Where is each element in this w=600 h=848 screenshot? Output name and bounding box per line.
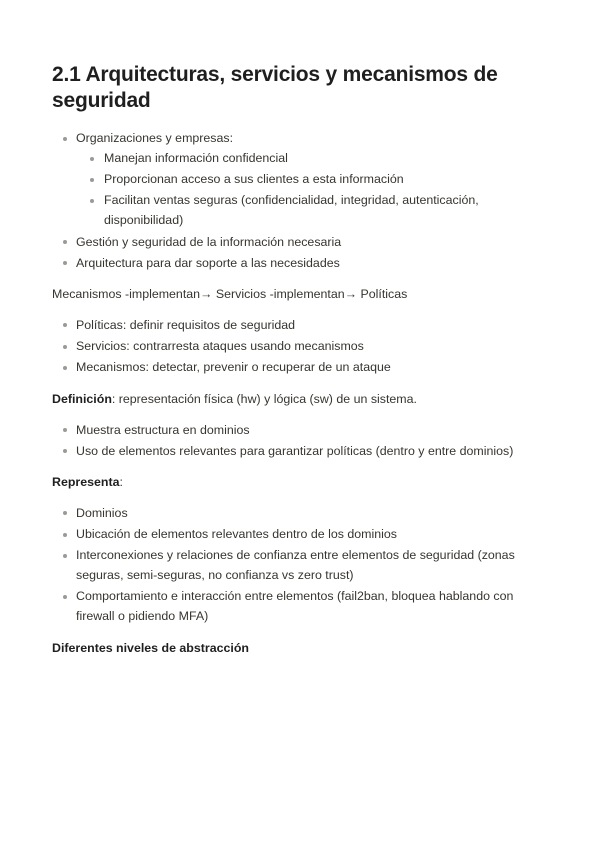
representa-paragraph xyxy=(52,472,548,492)
list-item: Muestra estructura en dominios xyxy=(52,420,548,440)
list-item: Uso de elementos relevantes para garantizar políticas (dentro y entre dominios) xyxy=(52,441,548,461)
representa-label: Representa xyxy=(52,474,120,489)
mecanismos-paragraph: Mecanismos -implementan→ Servicios -implementan→ Políticas xyxy=(52,286,408,301)
niveles-paragraph xyxy=(52,638,548,658)
organizaciones-sublist xyxy=(76,148,548,230)
page-title: 2.1 Arquitecturas, servicios y mecanismos de seguridad xyxy=(52,63,498,112)
list-item: Gestión y seguridad de la información necesaria xyxy=(52,232,548,252)
definicion-paragraph xyxy=(52,389,548,409)
list-item-text: Organizaciones y empresas: xyxy=(76,131,234,145)
politicas-list xyxy=(52,315,548,377)
list-item: Facilitan ventas seguras (confidencialidad, integridad, autenticación, disponibilidad) xyxy=(76,190,548,230)
list-item: Interconexiones y relaciones de confianza entre elementos de seguridad (zonas seguras, semi-seguras, no confianza vs zero trust) xyxy=(52,545,548,585)
list-item: Comportamiento e interacción entre elementos (fail2ban, bloquea hablando con firewall o pidiendo MFA) xyxy=(52,586,548,626)
representa-suffix: : xyxy=(119,474,123,489)
list-item: Manejan información confidencial xyxy=(76,148,548,168)
list-item: Proporcionan acceso a sus clientes a esta información xyxy=(76,169,548,189)
organizaciones-list xyxy=(52,128,548,273)
definicion-list xyxy=(52,420,548,461)
list-item xyxy=(52,128,548,230)
definicion-label: Definición xyxy=(52,391,112,406)
list-item: Dominios xyxy=(52,503,548,523)
representa-list xyxy=(52,503,548,627)
list-item: Arquitectura para dar soporte a las necesidades xyxy=(52,253,548,273)
list-item: Servicios: contrarresta ataques usando mecanismos xyxy=(52,336,548,356)
niveles-label: Diferentes niveles de abstracción xyxy=(52,640,249,655)
list-item: Mecanismos: detectar, prevenir o recuperar de un ataque xyxy=(52,357,548,377)
list-item: Ubicación de elementos relevantes dentro de los dominios xyxy=(52,524,548,544)
definicion-text: : representación física (hw) y lógica (sw) de un sistema. xyxy=(111,391,417,406)
list-item: Políticas: definir requisitos de seguridad xyxy=(52,315,548,335)
